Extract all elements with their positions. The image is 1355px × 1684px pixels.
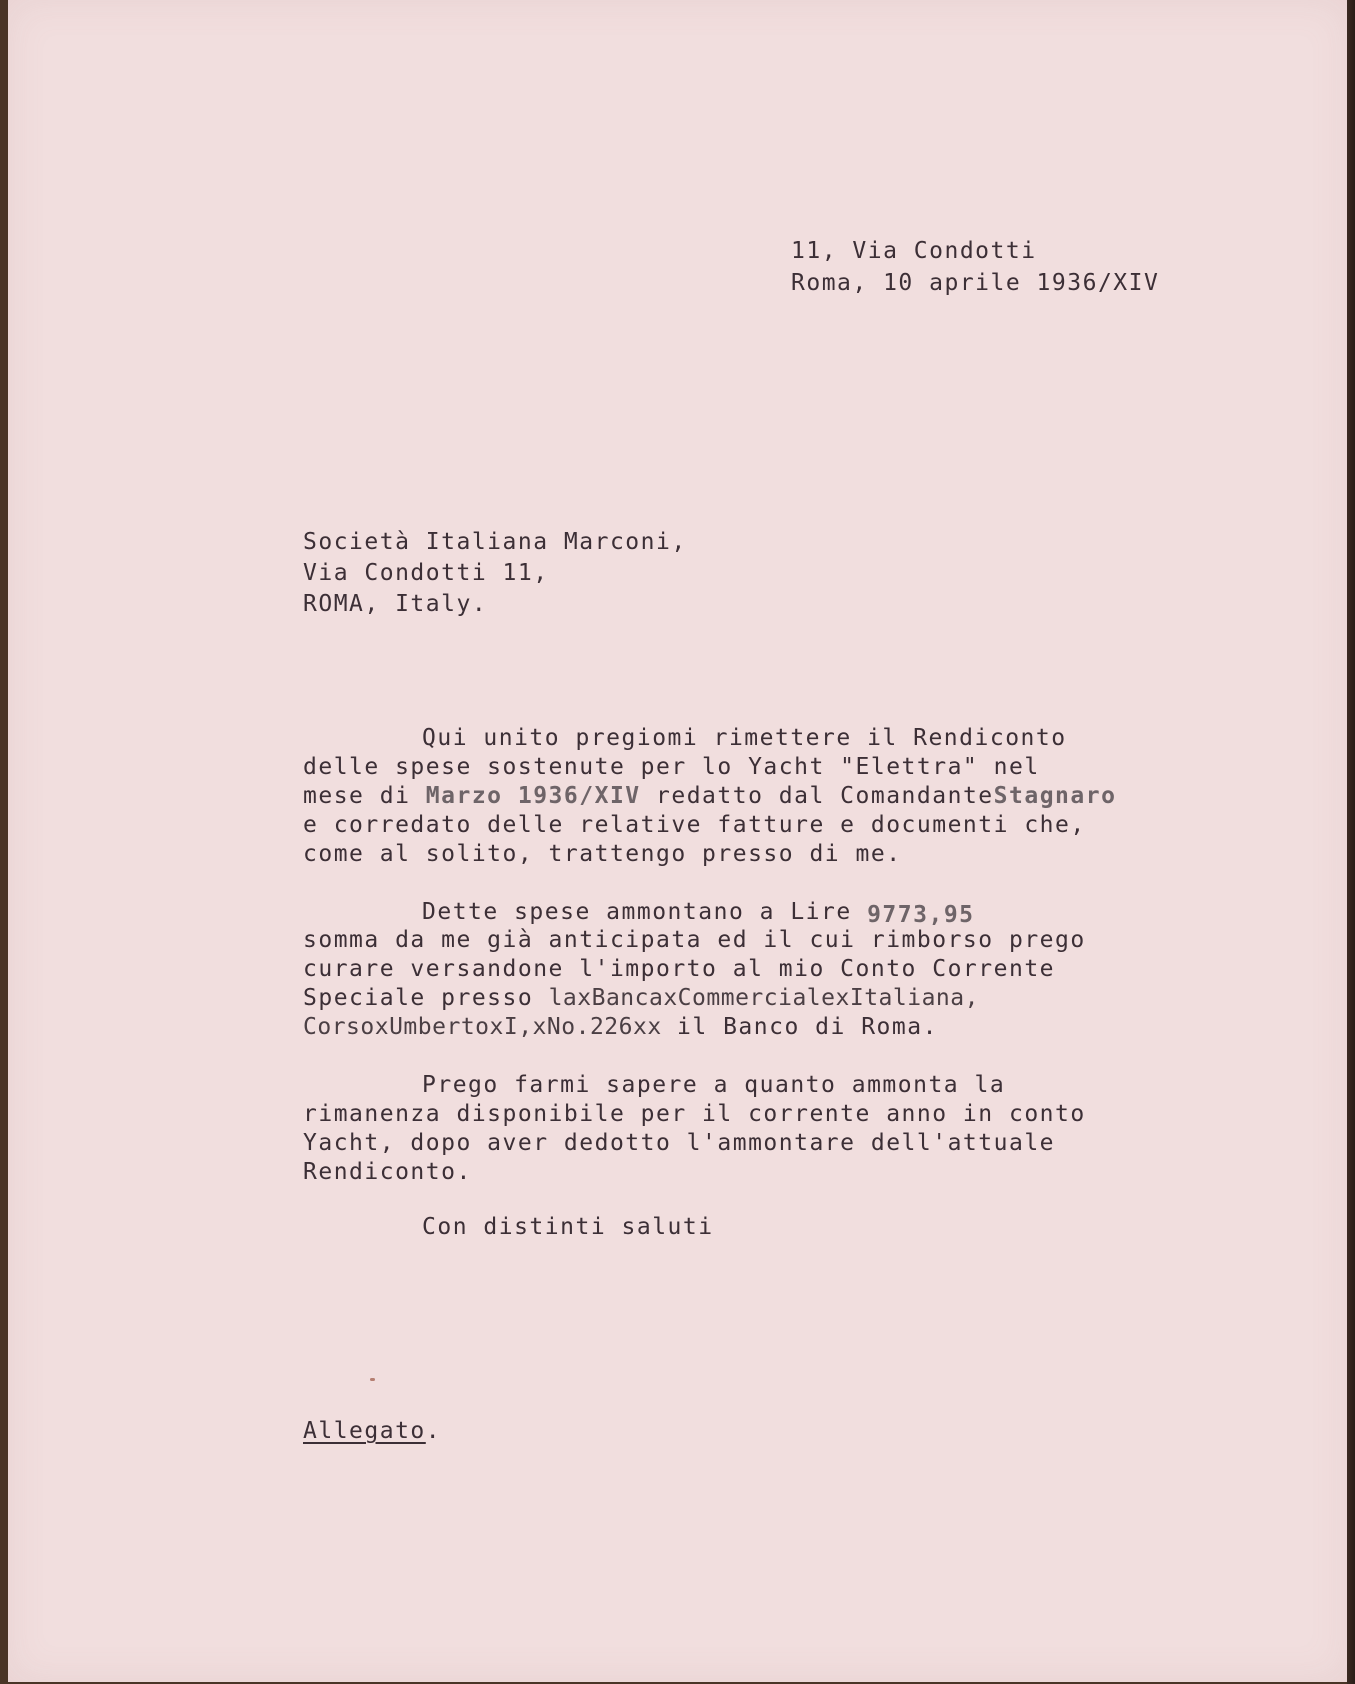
p1-line3 — [303, 781, 1116, 811]
commander-name: Stagnaro — [993, 783, 1117, 809]
sender-address: 11, Via Condotti — [791, 238, 1037, 264]
p3-line4: Rendiconto. — [303, 1159, 472, 1185]
p2-line5 — [303, 1012, 938, 1042]
p2-line4 — [303, 983, 979, 1013]
p2-line1-prefix: Dette spese ammontano a Lire — [422, 899, 868, 925]
report-month: Marzo 1936/XIV — [425, 783, 641, 809]
p2-line1 — [422, 897, 975, 927]
expense-amount: 9773,95 — [867, 902, 975, 928]
p1-line3-mid: redatto dal Comandante — [640, 783, 994, 809]
p3-line2: rimanenza disponibile per il corrente anno in conto — [303, 1101, 1086, 1127]
p2-line4-prefix: Speciale presso — [303, 985, 549, 1011]
p1-line3-prefix: mese di — [303, 783, 426, 809]
enclosure-dot: . — [425, 1418, 442, 1444]
p1-line4: e corredato delle relative fatture e documenti che, — [303, 812, 1086, 838]
p3-line3: Yacht, dopo aver dedotto l'ammontare dell'attuale — [303, 1130, 1056, 1156]
recipient-street: Via Condotti 11, — [303, 560, 549, 586]
struck-bank-address: CorsoxUmbertoxI,xNo.226xx — [303, 1014, 662, 1040]
p2-line2: somma da me già anticipata ed il cui rimborso prego — [303, 927, 1086, 953]
p1-line5: come al solito, trattengo presso di me. — [303, 841, 902, 867]
p1-line1: Qui unito pregiomi rimettere il Rendiconto — [422, 725, 1067, 751]
p1-line2: delle spese sostenute per lo Yacht "Elettra" nel — [303, 754, 1040, 780]
closing-salutation: Con distinti saluti — [422, 1214, 714, 1240]
recipient-city: ROMA, Italy. — [303, 591, 488, 617]
enclosure-label: Allegato — [303, 1418, 426, 1444]
letter-date: Roma, 10 aprile 1936/XIV — [791, 270, 1160, 296]
p2-line3: curare versandone l'importo al mio Conto Corrente — [303, 956, 1056, 982]
p2-line5-suffix: il Banco di Roma. — [661, 1014, 938, 1040]
struck-bank-name: laxBancaxCommercialexItaliana, — [548, 985, 979, 1011]
scan-edge — [1347, 0, 1355, 1684]
enclosure-note — [303, 1416, 441, 1446]
recipient-name: Società Italiana Marconi, — [303, 529, 687, 555]
ink-speck — [370, 1378, 375, 1381]
p3-line1: Prego farmi sapere a quanto ammonta la — [422, 1072, 1006, 1098]
letter-paper — [8, 0, 1348, 1682]
